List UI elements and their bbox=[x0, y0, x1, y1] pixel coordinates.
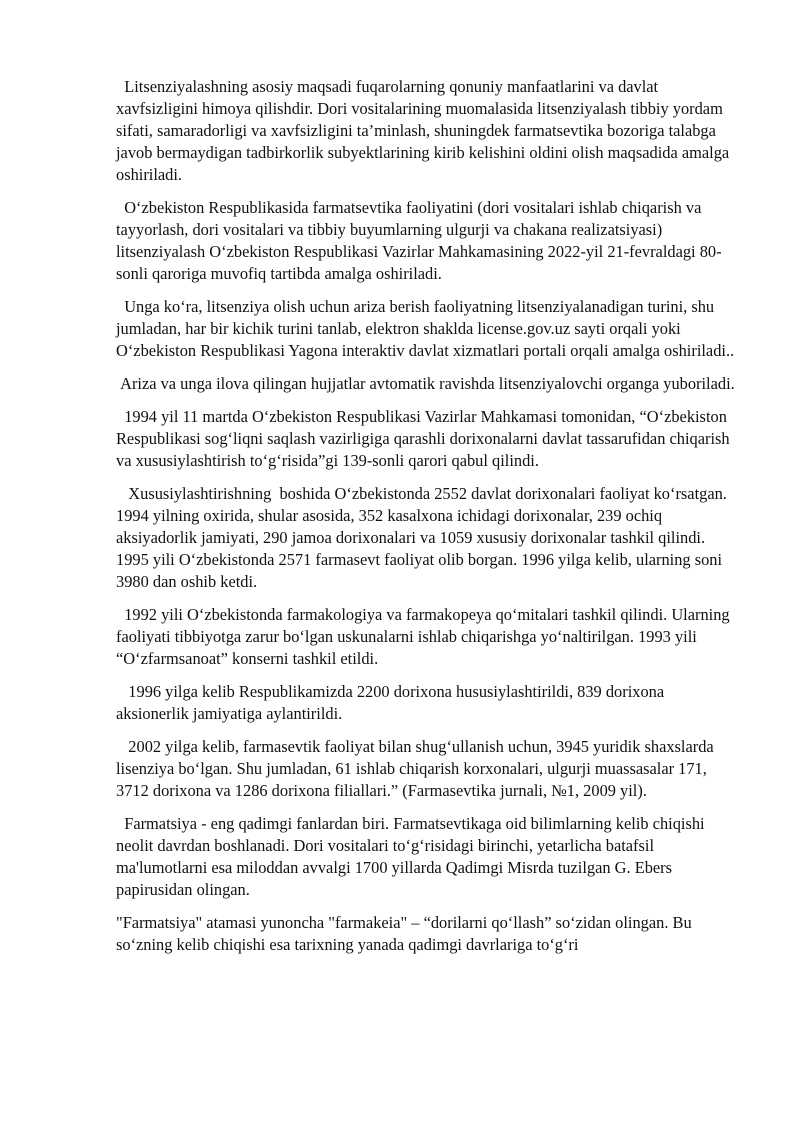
paragraph-term-origin: "Farmatsiya" atamasi yunoncha "farmakeia" – “dorilarni qo‘llash” so‘zidan olingan. Bu so‘zning kelib chiqishi esa tarixning yanada qadimgi davrlariga to‘g‘ri bbox=[116, 913, 696, 954]
paragraph-2002-licenses: 2002 yilga kelib, farmasevtik faoliyat bilan shug‘ullanish uchun, 3945 yuridik shaxslarda lisenziya bo‘lgan. Shu jumladan, 61 ishlab chiqarish korxonalari, ulgurji muassasalar 171, 3712 dorixona va 1286 dorixona filiallari.” (Farmasevtika jurnali, №1, 2009 yil). bbox=[116, 737, 718, 800]
paragraph-1994-decree: 1994 yil 11 martda O‘zbekiston Respublikasi Vazirlar Mahkamasi tomonidan, “O‘zbekiston Respublikasi sog‘liqni saqlash vazirligiga qarashli dorixonalarni davlat tassarufidan chiqarish va xususiylashtirish to‘g‘risida”gi 139-sonli qarori qabul qilindi. bbox=[116, 407, 734, 470]
paragraph-pharma-licensing: O‘zbekiston Respublikasida farmatsevtika faoliyatini (dori vositalari ishlab chiqarish va tayyorlash, dori vositalari va tibbiy buyumlarning ulgurji va chakana realizatsiyasi) litsenziyalash O‘zbekiston Respublikasi Vazirlar Mahkamasining 2022-yil 21-fevraldagi 80-sonli qaroriga muvofiq tartibda amalga oshiriladi. bbox=[116, 198, 722, 283]
paragraph-privatization-start: Xususiylashtirishning boshida O‘zbekistonda 2552 davlat dorixonalari faoliyat ko‘rsatgan. 1994 yilning oxirida, shular asosida, 352 kasalxona ichidagi dorixonalar, 239 ochiq aksiyadorlik jamiyati, 290 jamoa dorixonalari va 1059 xususiy dorixonalar tashkil qilindi. 1995 yili O‘zbekistonda 2571 farmasevt faoliyat olib borgan. 1996 yilga kelib, ularning soni 3980 dan oshib ketdi. bbox=[116, 484, 732, 591]
document-page bbox=[116, 76, 740, 967]
paragraph-1992-committees: 1992 yili O‘zbekistonda farmakologiya va farmakopeya qo‘mitalari tashkil qilindi. Ularning faoliyati tibbiyotga zarur bo‘lgan uskunalarni ishlab chiqarishga yo‘naltirilgan. 1993 yili “O‘zfarmsanoat” konserni tashkil etildi. bbox=[116, 605, 734, 668]
paragraph-application-process: Unga ko‘ra, litsenziya olish uchun ariza berish faoliyatning litsenziyalanadigan turini, shu jumladan, har bir kichik turini tanlab, elektron shaklda license.gov.uz sayti orqali yoki O‘zbekiston Respublikasi Yagona interaktiv davlat xizmatlari portali orqali amalga oshiriladi.. bbox=[116, 297, 735, 360]
paragraph-documents-sent: Ariza va unga ilova qilingan hujjatlar avtomatik ravishda litsenziyalovchi organga yuboriladi. bbox=[116, 374, 735, 393]
paragraph-licensing-purpose: Litsenziyalashning asosiy maqsadi fuqarolarning qonuniy manfaatlarini va davlat xavfsizligini himoya qilishdir. Dori vositalarining muomalasida litsenziyalash tibbiy yordam sifati, samaradorligi va xavfsizligini ta’minlash, shuningdek farmatsevtika bozoriga talabga javob bermaydigan tadbirkorlik subyektlarining kirib kelishini oldini olish maqsadida amalga oshiriladi. bbox=[116, 77, 734, 184]
paragraph-pharmacy-history: Farmatsiya - eng qadimgi fanlardan biri. Farmatsevtikaga oid bilimlarning kelib chiqishi neolit davrdan boshlanadi. Dori vositalari to‘g‘risidagi birinchi, yetarlicha batafsil ma'lumotlarni esa miloddan avvalgi 1700 yillarda Qadimgi Misrda tuzilgan G. Ebers papirusidan olingan. bbox=[116, 814, 709, 899]
paragraph-1996-privatization: 1996 yilga kelib Respublikamizda 2200 dorixona hususiylashtirildi, 839 dorixona aksionerlik jamiyatiga aylantirildi. bbox=[116, 682, 669, 723]
